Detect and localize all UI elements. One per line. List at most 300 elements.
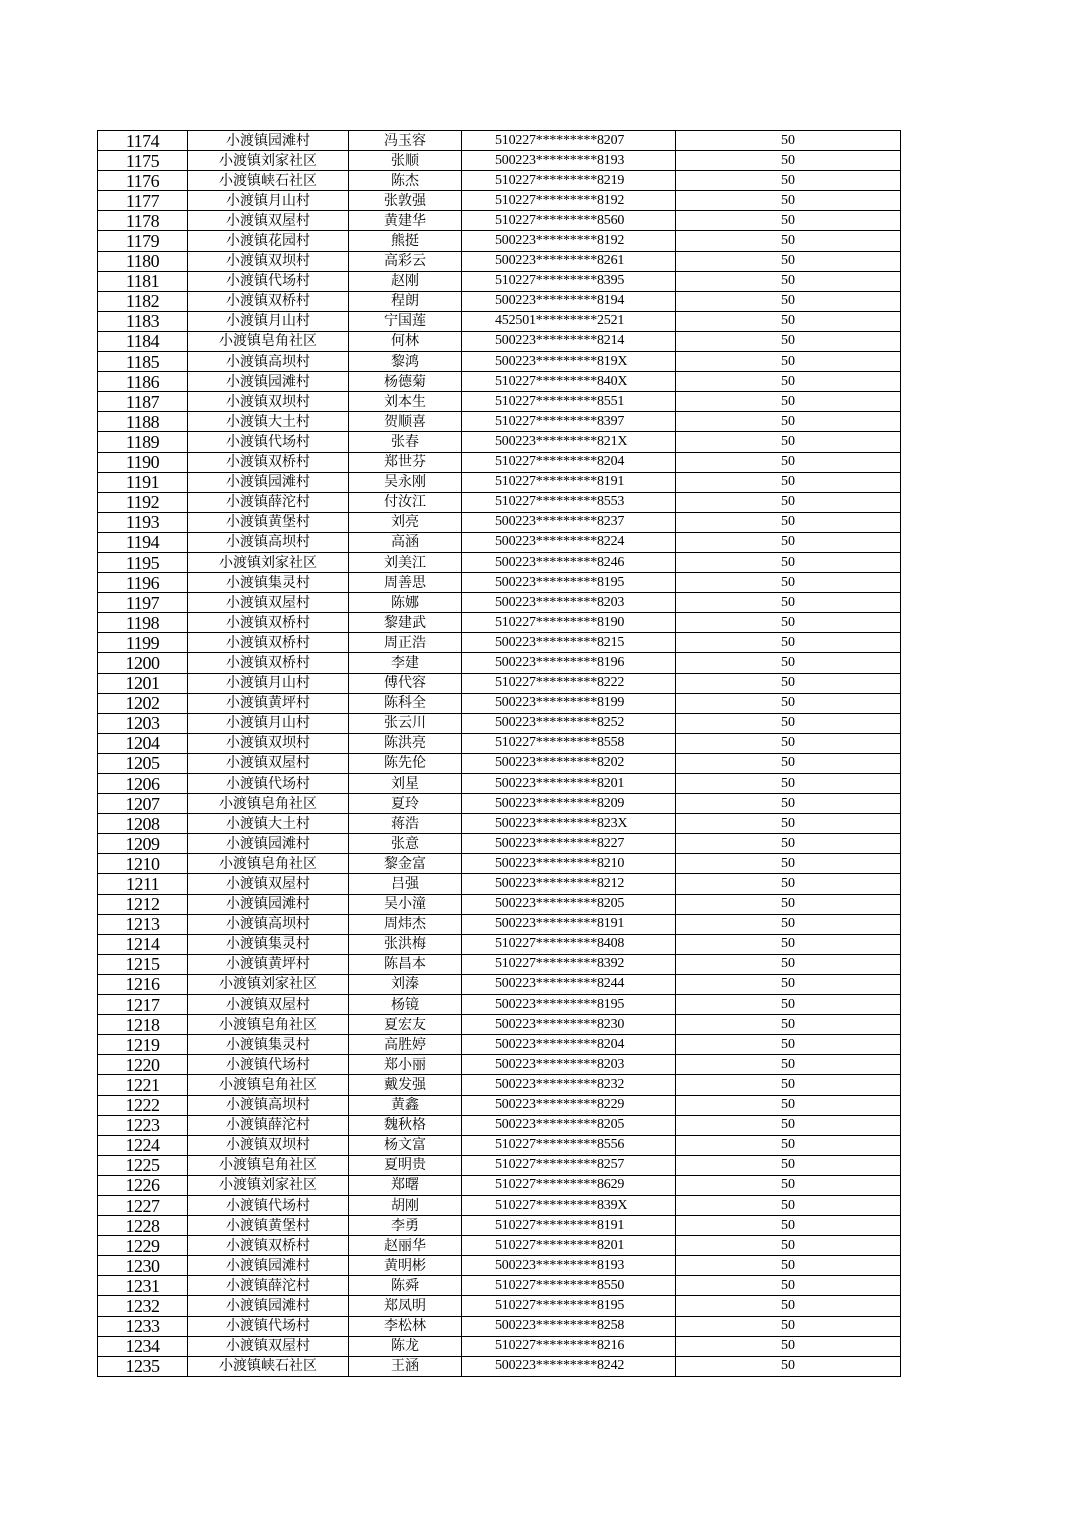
row-number-cell: 1208 bbox=[98, 814, 188, 834]
person-name-cell: 刘溱 bbox=[349, 974, 462, 994]
id-number-cell: 510227*********8551 bbox=[462, 392, 676, 412]
table-row bbox=[98, 311, 901, 331]
amount-cell: 50 bbox=[676, 934, 901, 954]
address-cell: 小渡镇双屋村 bbox=[188, 753, 349, 773]
person-name-cell: 宁国莲 bbox=[349, 311, 462, 331]
amount-cell: 50 bbox=[676, 191, 901, 211]
amount-cell: 50 bbox=[676, 1216, 901, 1236]
table-row bbox=[98, 131, 901, 151]
person-name-cell: 李建 bbox=[349, 653, 462, 673]
row-number-cell: 1205 bbox=[98, 753, 188, 773]
address-cell: 小渡镇双坝村 bbox=[188, 251, 349, 271]
id-number-cell: 500223*********821X bbox=[462, 432, 676, 452]
row-number-cell: 1226 bbox=[98, 1175, 188, 1195]
amount-cell: 50 bbox=[676, 1135, 901, 1155]
id-number-cell: 510227*********8216 bbox=[462, 1336, 676, 1356]
row-number-cell: 1221 bbox=[98, 1075, 188, 1095]
row-number-cell: 1197 bbox=[98, 593, 188, 613]
address-cell: 小渡镇大土村 bbox=[188, 814, 349, 834]
id-number-cell: 510227*********840X bbox=[462, 372, 676, 392]
row-number-cell: 1228 bbox=[98, 1216, 188, 1236]
id-number-cell: 500223*********8237 bbox=[462, 512, 676, 532]
id-number-cell: 510227*********8556 bbox=[462, 1135, 676, 1155]
row-number-cell: 1187 bbox=[98, 392, 188, 412]
roster-table bbox=[97, 130, 901, 1377]
id-number-cell: 510227*********8192 bbox=[462, 191, 676, 211]
table-row bbox=[98, 874, 901, 894]
id-number-cell: 500223*********8214 bbox=[462, 331, 676, 351]
person-name-cell: 蒋浩 bbox=[349, 814, 462, 834]
row-number-cell: 1233 bbox=[98, 1316, 188, 1336]
amount-cell: 50 bbox=[676, 834, 901, 854]
row-number-cell: 1201 bbox=[98, 673, 188, 693]
address-cell: 小渡镇刘家社区 bbox=[188, 552, 349, 572]
id-number-cell: 500223*********8205 bbox=[462, 1115, 676, 1135]
row-number-cell: 1220 bbox=[98, 1055, 188, 1075]
id-number-cell: 500223*********8261 bbox=[462, 251, 676, 271]
table-row bbox=[98, 1175, 901, 1195]
row-number-cell: 1204 bbox=[98, 733, 188, 753]
row-number-cell: 1231 bbox=[98, 1276, 188, 1296]
person-name-cell: 周正浩 bbox=[349, 633, 462, 653]
address-cell: 小渡镇双屋村 bbox=[188, 995, 349, 1015]
address-cell: 小渡镇双屋村 bbox=[188, 593, 349, 613]
row-number-cell: 1192 bbox=[98, 492, 188, 512]
person-name-cell: 程朗 bbox=[349, 291, 462, 311]
address-cell: 小渡镇黄堡村 bbox=[188, 1216, 349, 1236]
id-number-cell: 500223*********8205 bbox=[462, 894, 676, 914]
id-number-cell: 510227*********8553 bbox=[462, 492, 676, 512]
amount-cell: 50 bbox=[676, 854, 901, 874]
person-name-cell: 黎建武 bbox=[349, 613, 462, 633]
person-name-cell: 张洪梅 bbox=[349, 934, 462, 954]
table-row bbox=[98, 532, 901, 552]
address-cell: 小渡镇薛沱村 bbox=[188, 1115, 349, 1135]
person-name-cell: 冯玉容 bbox=[349, 131, 462, 151]
table-row bbox=[98, 713, 901, 733]
table-row bbox=[98, 211, 901, 231]
person-name-cell: 张云川 bbox=[349, 713, 462, 733]
row-number-cell: 1230 bbox=[98, 1256, 188, 1276]
person-name-cell: 黄鑫 bbox=[349, 1095, 462, 1115]
id-number-cell: 500223*********8191 bbox=[462, 914, 676, 934]
person-name-cell: 傅代容 bbox=[349, 673, 462, 693]
amount-cell: 50 bbox=[676, 151, 901, 171]
id-number-cell: 510227*********8195 bbox=[462, 1296, 676, 1316]
id-number-cell: 500223*********8192 bbox=[462, 231, 676, 251]
id-number-cell: 510227*********8222 bbox=[462, 673, 676, 693]
row-number-cell: 1185 bbox=[98, 352, 188, 372]
address-cell: 小渡镇刘家社区 bbox=[188, 151, 349, 171]
person-name-cell: 张顺 bbox=[349, 151, 462, 171]
id-number-cell: 500223*********8227 bbox=[462, 834, 676, 854]
table-row bbox=[98, 1015, 901, 1035]
table-row bbox=[98, 432, 901, 452]
person-name-cell: 刘星 bbox=[349, 774, 462, 794]
table-row bbox=[98, 834, 901, 854]
table-row bbox=[98, 151, 901, 171]
row-number-cell: 1212 bbox=[98, 894, 188, 914]
row-number-cell: 1218 bbox=[98, 1015, 188, 1035]
address-cell: 小渡镇皂角社区 bbox=[188, 1075, 349, 1095]
person-name-cell: 周炜杰 bbox=[349, 914, 462, 934]
row-number-cell: 1191 bbox=[98, 472, 188, 492]
person-name-cell: 李松林 bbox=[349, 1316, 462, 1336]
address-cell: 小渡镇峡石社区 bbox=[188, 171, 349, 191]
table-row bbox=[98, 352, 901, 372]
amount-cell: 50 bbox=[676, 1015, 901, 1035]
row-number-cell: 1215 bbox=[98, 954, 188, 974]
row-number-cell: 1195 bbox=[98, 552, 188, 572]
address-cell: 小渡镇薛沱村 bbox=[188, 1276, 349, 1296]
person-name-cell: 陈娜 bbox=[349, 593, 462, 613]
row-number-cell: 1190 bbox=[98, 452, 188, 472]
address-cell: 小渡镇双坝村 bbox=[188, 733, 349, 753]
id-number-cell: 500223*********8210 bbox=[462, 854, 676, 874]
person-name-cell: 杨文富 bbox=[349, 1135, 462, 1155]
address-cell: 小渡镇双桥村 bbox=[188, 291, 349, 311]
person-name-cell: 陈科全 bbox=[349, 693, 462, 713]
person-name-cell: 何林 bbox=[349, 331, 462, 351]
row-number-cell: 1213 bbox=[98, 914, 188, 934]
id-number-cell: 500223*********8224 bbox=[462, 532, 676, 552]
table-row bbox=[98, 1256, 901, 1276]
address-cell: 小渡镇园滩村 bbox=[188, 1296, 349, 1316]
table-row bbox=[98, 633, 901, 653]
amount-cell: 50 bbox=[676, 1035, 901, 1055]
amount-cell: 50 bbox=[676, 171, 901, 191]
row-number-cell: 1206 bbox=[98, 774, 188, 794]
table-row bbox=[98, 613, 901, 633]
id-number-cell: 500223*********8252 bbox=[462, 713, 676, 733]
row-number-cell: 1175 bbox=[98, 151, 188, 171]
amount-cell: 50 bbox=[676, 1175, 901, 1195]
id-number-cell: 510227*********8257 bbox=[462, 1155, 676, 1175]
table-row bbox=[98, 412, 901, 432]
amount-cell: 50 bbox=[676, 331, 901, 351]
table-row bbox=[98, 995, 901, 1015]
amount-cell: 50 bbox=[676, 552, 901, 572]
address-cell: 小渡镇双坝村 bbox=[188, 1135, 349, 1155]
row-number-cell: 1209 bbox=[98, 834, 188, 854]
table-row bbox=[98, 231, 901, 251]
row-number-cell: 1216 bbox=[98, 974, 188, 994]
address-cell: 小渡镇代场村 bbox=[188, 1055, 349, 1075]
table-row bbox=[98, 512, 901, 532]
row-number-cell: 1181 bbox=[98, 271, 188, 291]
table-row bbox=[98, 1356, 901, 1376]
amount-cell: 50 bbox=[676, 633, 901, 653]
person-name-cell: 张敦强 bbox=[349, 191, 462, 211]
id-number-cell: 510227*********8397 bbox=[462, 412, 676, 432]
amount-cell: 50 bbox=[676, 1356, 901, 1376]
person-name-cell: 杨德菊 bbox=[349, 372, 462, 392]
table-row bbox=[98, 1115, 901, 1135]
row-number-cell: 1194 bbox=[98, 532, 188, 552]
amount-cell: 50 bbox=[676, 532, 901, 552]
amount-cell: 50 bbox=[676, 613, 901, 633]
amount-cell: 50 bbox=[676, 995, 901, 1015]
person-name-cell: 郑世芬 bbox=[349, 452, 462, 472]
table-row bbox=[98, 593, 901, 613]
address-cell: 小渡镇月山村 bbox=[188, 673, 349, 693]
id-number-cell: 510227*********8629 bbox=[462, 1175, 676, 1195]
row-number-cell: 1214 bbox=[98, 934, 188, 954]
id-number-cell: 500223*********8244 bbox=[462, 974, 676, 994]
row-number-cell: 1211 bbox=[98, 874, 188, 894]
amount-cell: 50 bbox=[676, 311, 901, 331]
person-name-cell: 吴小潼 bbox=[349, 894, 462, 914]
row-number-cell: 1179 bbox=[98, 231, 188, 251]
id-number-cell: 510227*********8190 bbox=[462, 613, 676, 633]
amount-cell: 50 bbox=[676, 352, 901, 372]
id-number-cell: 500223*********8242 bbox=[462, 1356, 676, 1376]
address-cell: 小渡镇代场村 bbox=[188, 271, 349, 291]
id-number-cell: 510227*********8558 bbox=[462, 733, 676, 753]
person-name-cell: 高彩云 bbox=[349, 251, 462, 271]
row-number-cell: 1188 bbox=[98, 412, 188, 432]
table-row bbox=[98, 552, 901, 572]
row-number-cell: 1198 bbox=[98, 613, 188, 633]
person-name-cell: 黄明彬 bbox=[349, 1256, 462, 1276]
table-row bbox=[98, 392, 901, 412]
table-row bbox=[98, 1296, 901, 1316]
id-number-cell: 500223*********8232 bbox=[462, 1075, 676, 1095]
amount-cell: 50 bbox=[676, 231, 901, 251]
person-name-cell: 赵丽华 bbox=[349, 1236, 462, 1256]
id-number-cell: 510227*********8191 bbox=[462, 1216, 676, 1236]
amount-cell: 50 bbox=[676, 291, 901, 311]
address-cell: 小渡镇园滩村 bbox=[188, 372, 349, 392]
address-cell: 小渡镇峡石社区 bbox=[188, 1356, 349, 1376]
id-number-cell: 500223*********8203 bbox=[462, 1055, 676, 1075]
id-number-cell: 510227*********8392 bbox=[462, 954, 676, 974]
address-cell: 小渡镇黄坪村 bbox=[188, 954, 349, 974]
id-number-cell: 500223*********8209 bbox=[462, 794, 676, 814]
address-cell: 小渡镇高坝村 bbox=[188, 352, 349, 372]
person-name-cell: 吴永刚 bbox=[349, 472, 462, 492]
id-number-cell: 510227*********8550 bbox=[462, 1276, 676, 1296]
id-number-cell: 510227*********8395 bbox=[462, 271, 676, 291]
id-number-cell: 500223*********819X bbox=[462, 352, 676, 372]
row-number-cell: 1196 bbox=[98, 573, 188, 593]
person-name-cell: 刘本生 bbox=[349, 392, 462, 412]
id-number-cell: 510227*********8191 bbox=[462, 472, 676, 492]
person-name-cell: 夏宏友 bbox=[349, 1015, 462, 1035]
person-name-cell: 戴发强 bbox=[349, 1075, 462, 1095]
person-name-cell: 高胜婷 bbox=[349, 1035, 462, 1055]
amount-cell: 50 bbox=[676, 593, 901, 613]
amount-cell: 50 bbox=[676, 774, 901, 794]
id-number-cell: 510227*********8560 bbox=[462, 211, 676, 231]
address-cell: 小渡镇集灵村 bbox=[188, 934, 349, 954]
row-number-cell: 1186 bbox=[98, 372, 188, 392]
amount-cell: 50 bbox=[676, 452, 901, 472]
table-row bbox=[98, 1075, 901, 1095]
address-cell: 小渡镇高坝村 bbox=[188, 532, 349, 552]
person-name-cell: 郑凤明 bbox=[349, 1296, 462, 1316]
table-row bbox=[98, 331, 901, 351]
table-row bbox=[98, 1055, 901, 1075]
address-cell: 小渡镇双坝村 bbox=[188, 392, 349, 412]
id-number-cell: 510227*********8204 bbox=[462, 452, 676, 472]
id-number-cell: 500223*********8229 bbox=[462, 1095, 676, 1115]
person-name-cell: 陈昌本 bbox=[349, 954, 462, 974]
amount-cell: 50 bbox=[676, 1095, 901, 1115]
person-name-cell: 魏秋格 bbox=[349, 1115, 462, 1135]
address-cell: 小渡镇双桥村 bbox=[188, 653, 349, 673]
table-row bbox=[98, 1276, 901, 1296]
row-number-cell: 1219 bbox=[98, 1035, 188, 1055]
address-cell: 小渡镇集灵村 bbox=[188, 1035, 349, 1055]
table-row bbox=[98, 1216, 901, 1236]
address-cell: 小渡镇集灵村 bbox=[188, 573, 349, 593]
table-row bbox=[98, 974, 901, 994]
person-name-cell: 刘亮 bbox=[349, 512, 462, 532]
address-cell: 小渡镇月山村 bbox=[188, 713, 349, 733]
row-number-cell: 1235 bbox=[98, 1356, 188, 1376]
id-number-cell: 500223*********8230 bbox=[462, 1015, 676, 1035]
id-number-cell: 500223*********8212 bbox=[462, 874, 676, 894]
amount-cell: 50 bbox=[676, 1316, 901, 1336]
id-number-cell: 500223*********8203 bbox=[462, 593, 676, 613]
row-number-cell: 1202 bbox=[98, 693, 188, 713]
table-row bbox=[98, 753, 901, 773]
table-row bbox=[98, 854, 901, 874]
amount-cell: 50 bbox=[676, 653, 901, 673]
address-cell: 小渡镇园滩村 bbox=[188, 131, 349, 151]
amount-cell: 50 bbox=[676, 512, 901, 532]
address-cell: 小渡镇刘家社区 bbox=[188, 1175, 349, 1195]
address-cell: 小渡镇皂角社区 bbox=[188, 794, 349, 814]
address-cell: 小渡镇黄堡村 bbox=[188, 512, 349, 532]
row-number-cell: 1193 bbox=[98, 512, 188, 532]
person-name-cell: 贺顺喜 bbox=[349, 412, 462, 432]
table-row bbox=[98, 693, 901, 713]
id-number-cell: 500223*********8246 bbox=[462, 552, 676, 572]
person-name-cell: 周善思 bbox=[349, 573, 462, 593]
id-number-cell: 510227*********8219 bbox=[462, 171, 676, 191]
address-cell: 小渡镇皂角社区 bbox=[188, 854, 349, 874]
amount-cell: 50 bbox=[676, 432, 901, 452]
table-row bbox=[98, 191, 901, 211]
amount-cell: 50 bbox=[676, 1115, 901, 1135]
person-name-cell: 郑小丽 bbox=[349, 1055, 462, 1075]
person-name-cell: 李勇 bbox=[349, 1216, 462, 1236]
row-number-cell: 1217 bbox=[98, 995, 188, 1015]
address-cell: 小渡镇园滩村 bbox=[188, 472, 349, 492]
address-cell: 小渡镇双屋村 bbox=[188, 1336, 349, 1356]
amount-cell: 50 bbox=[676, 573, 901, 593]
person-name-cell: 黎鸿 bbox=[349, 352, 462, 372]
person-name-cell: 张春 bbox=[349, 432, 462, 452]
row-number-cell: 1207 bbox=[98, 794, 188, 814]
table-row bbox=[98, 733, 901, 753]
amount-cell: 50 bbox=[676, 392, 901, 412]
table-row bbox=[98, 171, 901, 191]
row-number-cell: 1203 bbox=[98, 713, 188, 733]
amount-cell: 50 bbox=[676, 1296, 901, 1316]
table-row bbox=[98, 1316, 901, 1336]
id-number-cell: 500223*********823X bbox=[462, 814, 676, 834]
amount-cell: 50 bbox=[676, 733, 901, 753]
id-number-cell: 500223*********8193 bbox=[462, 151, 676, 171]
amount-cell: 50 bbox=[676, 1155, 901, 1175]
amount-cell: 50 bbox=[676, 372, 901, 392]
amount-cell: 50 bbox=[676, 1336, 901, 1356]
address-cell: 小渡镇高坝村 bbox=[188, 914, 349, 934]
table-row bbox=[98, 1035, 901, 1055]
id-number-cell: 500223*********8195 bbox=[462, 573, 676, 593]
person-name-cell: 黄建华 bbox=[349, 211, 462, 231]
amount-cell: 50 bbox=[676, 1075, 901, 1095]
address-cell: 小渡镇代场村 bbox=[188, 432, 349, 452]
address-cell: 小渡镇薛沱村 bbox=[188, 492, 349, 512]
table-row bbox=[98, 794, 901, 814]
row-number-cell: 1174 bbox=[98, 131, 188, 151]
amount-cell: 50 bbox=[676, 974, 901, 994]
address-cell: 小渡镇园滩村 bbox=[188, 1256, 349, 1276]
row-number-cell: 1180 bbox=[98, 251, 188, 271]
address-cell: 小渡镇皂角社区 bbox=[188, 331, 349, 351]
address-cell: 小渡镇双桥村 bbox=[188, 452, 349, 472]
table-row bbox=[98, 673, 901, 693]
id-number-cell: 500223*********8258 bbox=[462, 1316, 676, 1336]
person-name-cell: 高涵 bbox=[349, 532, 462, 552]
row-number-cell: 1227 bbox=[98, 1195, 188, 1215]
row-number-cell: 1177 bbox=[98, 191, 188, 211]
amount-cell: 50 bbox=[676, 693, 901, 713]
roster-table-body bbox=[98, 131, 901, 1377]
table-row bbox=[98, 954, 901, 974]
table-row bbox=[98, 934, 901, 954]
address-cell: 小渡镇双屋村 bbox=[188, 211, 349, 231]
table-row bbox=[98, 271, 901, 291]
table-row bbox=[98, 774, 901, 794]
amount-cell: 50 bbox=[676, 1236, 901, 1256]
row-number-cell: 1184 bbox=[98, 331, 188, 351]
amount-cell: 50 bbox=[676, 271, 901, 291]
person-name-cell: 王涵 bbox=[349, 1356, 462, 1376]
amount-cell: 50 bbox=[676, 753, 901, 773]
person-name-cell: 陈龙 bbox=[349, 1336, 462, 1356]
address-cell: 小渡镇高坝村 bbox=[188, 1095, 349, 1115]
table-row bbox=[98, 1135, 901, 1155]
id-number-cell: 500223*********8204 bbox=[462, 1035, 676, 1055]
id-number-cell: 510227*********8201 bbox=[462, 1236, 676, 1256]
row-number-cell: 1224 bbox=[98, 1135, 188, 1155]
amount-cell: 50 bbox=[676, 492, 901, 512]
person-name-cell: 陈洪亮 bbox=[349, 733, 462, 753]
id-number-cell: 452501*********2521 bbox=[462, 311, 676, 331]
row-number-cell: 1232 bbox=[98, 1296, 188, 1316]
amount-cell: 50 bbox=[676, 794, 901, 814]
table-row bbox=[98, 472, 901, 492]
row-number-cell: 1222 bbox=[98, 1095, 188, 1115]
address-cell: 小渡镇大土村 bbox=[188, 412, 349, 432]
amount-cell: 50 bbox=[676, 673, 901, 693]
person-name-cell: 陈杰 bbox=[349, 171, 462, 191]
table-row bbox=[98, 372, 901, 392]
address-cell: 小渡镇园滩村 bbox=[188, 834, 349, 854]
person-name-cell: 陈舜 bbox=[349, 1276, 462, 1296]
table-row bbox=[98, 291, 901, 311]
person-name-cell: 刘美江 bbox=[349, 552, 462, 572]
amount-cell: 50 bbox=[676, 472, 901, 492]
amount-cell: 50 bbox=[676, 894, 901, 914]
amount-cell: 50 bbox=[676, 1195, 901, 1215]
address-cell: 小渡镇双桥村 bbox=[188, 613, 349, 633]
